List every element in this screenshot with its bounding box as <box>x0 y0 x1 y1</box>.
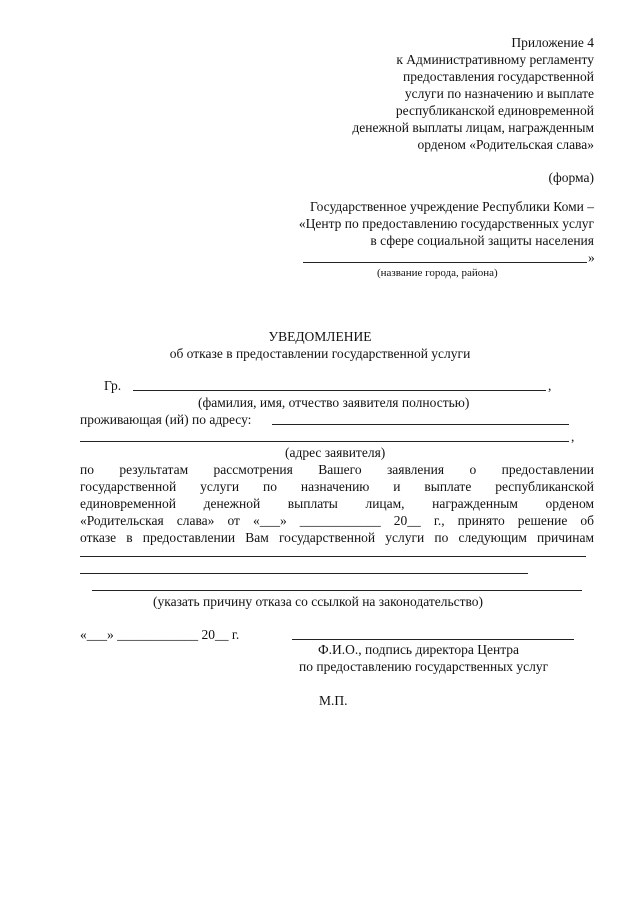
signature-caption-2: по предоставлению государственных услуг <box>299 659 549 674</box>
signature-caption-1: Ф.И.О., подпись директора Центра <box>318 642 520 657</box>
address-line-1 <box>272 424 569 425</box>
document-title: УВЕДОМЛЕНИЕ <box>268 329 372 344</box>
address-prefix: проживающая (ий) по адресу: <box>80 412 252 427</box>
body-line: по результатам рассмотрения Вашего заявления о предоставлении <box>80 462 594 477</box>
applicant-name-line <box>133 390 546 391</box>
form-label: (форма) <box>548 170 594 185</box>
appendix-line: услуги по назначению и выплате <box>404 86 594 101</box>
reason-line-3 <box>92 590 582 591</box>
addressee-line: «Центр по предоставлению государственных услуг <box>298 216 594 231</box>
city-caption: (название города, района) <box>377 267 498 279</box>
appendix-line: денежной выплаты лицам, награжденным <box>352 120 594 135</box>
appendix-line: республиканской единовременной <box>395 103 594 118</box>
appendix-line: к Административному регламенту <box>396 52 594 67</box>
address-caption: (адрес заявителя) <box>285 445 386 460</box>
body-line: отказе в предоставлении Вам государственной услуги по следующим причинам <box>80 530 594 545</box>
address-line-2 <box>80 441 569 442</box>
signature-date: «___» ____________ 20__ г. <box>80 627 240 642</box>
address-comma: , <box>571 429 575 444</box>
closing-quote: » <box>588 250 595 265</box>
body-line: «Родительская слава» от «___» ____________ 20__ г., принято решение об <box>80 513 594 528</box>
reason-line-1 <box>80 556 586 557</box>
applicant-comma: , <box>548 378 552 393</box>
addressee-line: Государственное учреждение Республики Коми – <box>309 199 594 214</box>
name-caption: (фамилия, имя, отчество заявителя полностью) <box>198 395 470 410</box>
reason-line-2 <box>80 573 528 574</box>
appendix-line: Приложение 4 <box>511 35 594 50</box>
reason-caption: (указать причину отказа со ссылкой на законодательство) <box>153 594 484 609</box>
stamp-place: М.П. <box>319 693 348 708</box>
addressee-line: в сфере социальной защиты населения <box>370 233 594 248</box>
applicant-prefix: Гр. <box>104 378 122 393</box>
appendix-line: предоставления государственной <box>403 69 594 84</box>
document-subtitle: об отказе в предоставлении государственной услуги <box>169 346 471 361</box>
body-line: государственной услуги по назначению и выплате республиканской <box>80 479 594 494</box>
body-line: единовременной денежной выплаты лицам, награжденным орденом <box>80 496 594 511</box>
signature-line <box>292 639 574 640</box>
city-underline <box>303 262 587 263</box>
appendix-line: орденом «Родительская слава» <box>417 137 594 152</box>
